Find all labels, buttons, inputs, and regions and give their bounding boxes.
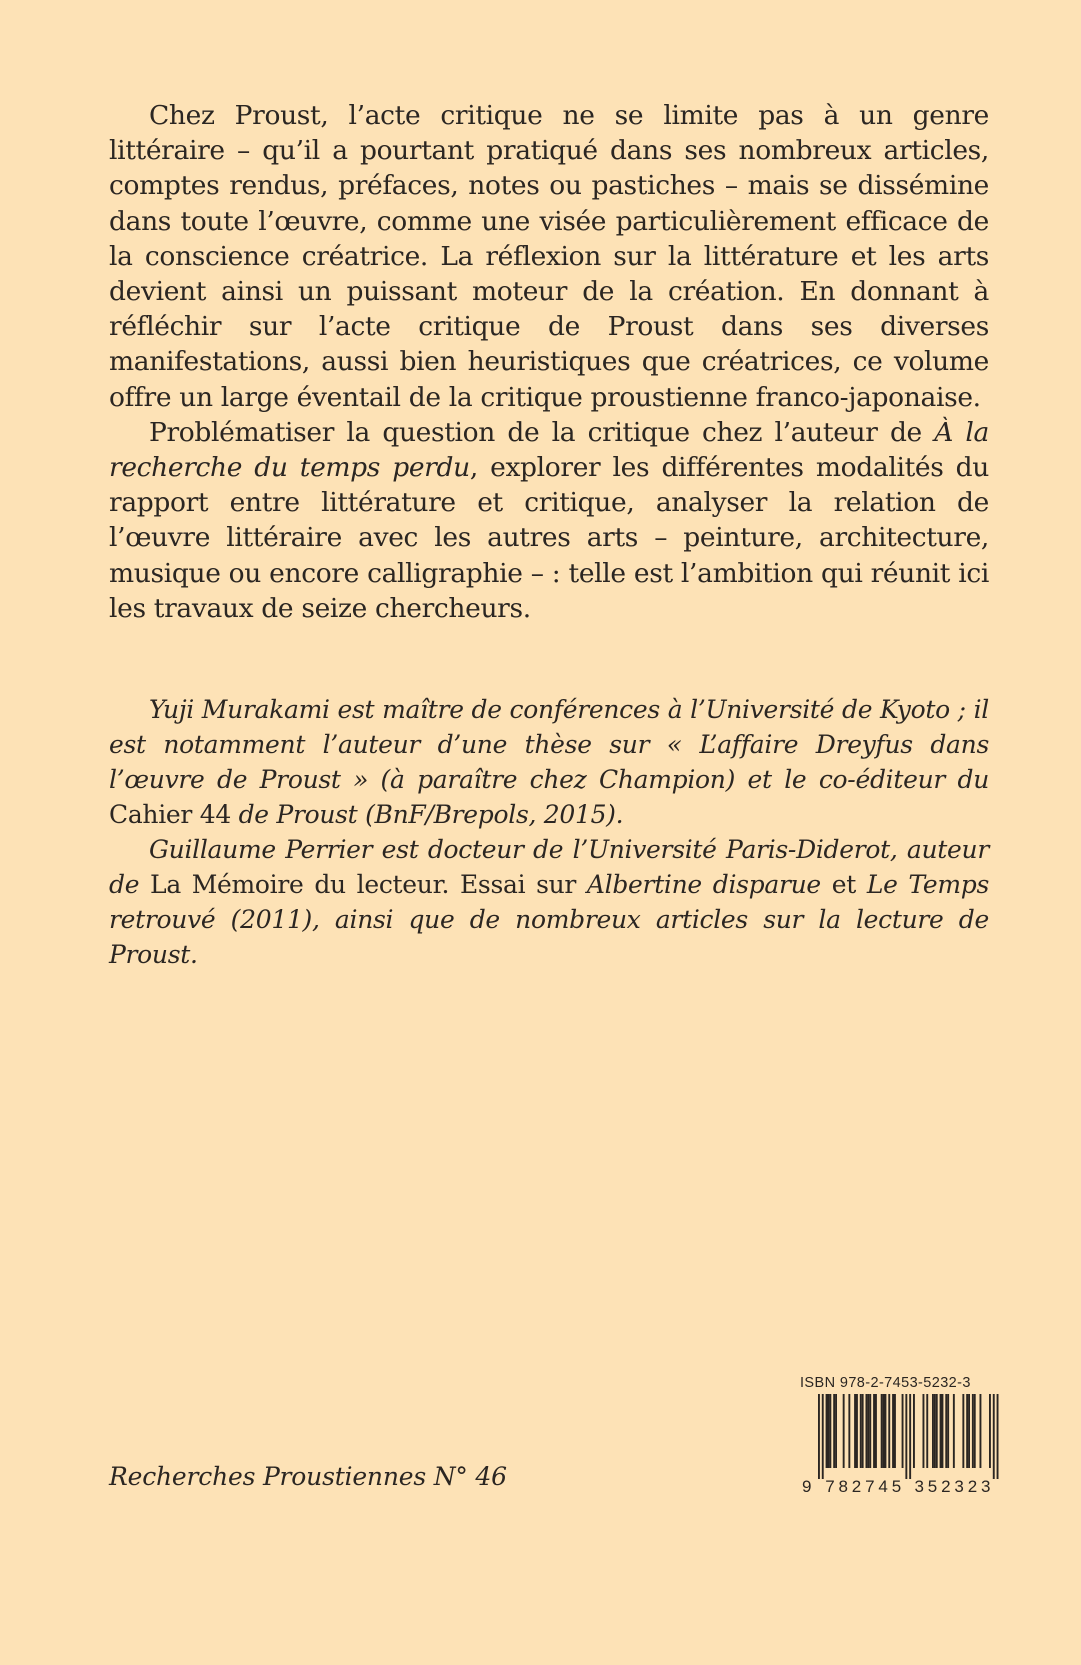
barcode-bar	[923, 1394, 925, 1468]
barcode-bar	[966, 1394, 968, 1468]
barcode-bar	[942, 1394, 944, 1468]
barcode-bar	[883, 1394, 885, 1468]
barcode-bar	[974, 1394, 976, 1468]
barcode-bar	[833, 1394, 835, 1468]
barcode-digit: 2	[941, 1477, 951, 1496]
barcode-bar	[875, 1394, 877, 1468]
barcode-bar	[934, 1394, 936, 1468]
barcode-bar	[940, 1394, 942, 1468]
barcode-digit: 8	[838, 1477, 848, 1496]
bio-murakami-end: de Proust (BnF/Brepols, 2015).	[230, 800, 624, 829]
book-title-recherche: À la recherche du temps perdu	[109, 416, 989, 484]
barcode-bar	[993, 1394, 995, 1479]
barcode-bar	[972, 1394, 974, 1468]
barcode-bar	[936, 1394, 938, 1468]
barcode-bar	[818, 1394, 820, 1479]
barcode-bar	[905, 1394, 907, 1479]
barcode-bar	[826, 1394, 828, 1468]
blurb-paragraph-2	[109, 415, 989, 626]
barcode-bar	[945, 1394, 947, 1468]
barcode-digit: 7	[825, 1477, 835, 1496]
barcode-bar	[953, 1394, 955, 1468]
barcode-bar	[913, 1394, 915, 1468]
barcode-digit: 5	[891, 1477, 902, 1496]
barcode-bar	[997, 1394, 999, 1479]
barcode-bar	[962, 1394, 964, 1468]
barcode-bar	[989, 1394, 991, 1468]
barcode-digit: 3	[954, 1477, 964, 1496]
bio-perrier-text: Guillaume Perrier est docteur de l’Université Paris-Diderot, auteur de	[109, 835, 989, 899]
barcode-digit: 3	[981, 1477, 991, 1496]
barcode-digit: 2	[967, 1477, 978, 1496]
barcode-digit: 2	[851, 1477, 862, 1496]
bio-murakami-text: Yuji Murakami est maître de conférences à l’Université de Kyoto ; il est notamment l’auteur d’une thèse sur « L’affaire Dreyfus dans l’œuvre de Proust » (à paraître chez Champion) et le co-éditeur du	[109, 695, 989, 794]
collection-name: Recherches Proustiennes N° 46	[109, 1462, 507, 1491]
barcode-bar	[862, 1394, 864, 1468]
barcode-bar	[873, 1394, 875, 1468]
barcode-bar	[822, 1394, 824, 1479]
barcode-bars	[800, 1394, 1008, 1479]
barcode-bar	[848, 1394, 850, 1468]
barcode-bar	[980, 1394, 982, 1468]
barcode-bar	[860, 1394, 862, 1468]
barcode-digit: 5	[927, 1477, 938, 1496]
barcode-digit: 4	[878, 1477, 888, 1496]
blurb-paragraph-1: Chez Proust, l’acte critique ne se limite pas à un genre littéraire – qu’il a pourtant pratiqué dans ses nombreux articles, comptes rendus, préfaces, notes ou pastiches – mais se dissémine dans toute l’œuvre, comme une visée particulièrement efficace de la conscience créatrice. La réflexion sur la littérature et les arts devient ainsi un puissant moteur de la création. En donnant à réfléchir sur l’acte critique de Proust dans ses diverses manifestations, aussi bien heuristiques que créatrices, ce volume offre un large éventail de la critique proustienne franco-japonaise.	[109, 100, 989, 413]
title-albertine: Albertine disparue	[586, 870, 821, 899]
barcode-bar	[843, 1394, 845, 1468]
title-temps-retrouve: Le Temps retrouvé	[109, 870, 989, 934]
barcode-bar	[947, 1394, 949, 1468]
barcode-digit: 3	[914, 1477, 924, 1496]
barcode-bar	[968, 1394, 970, 1468]
barcode-bar	[835, 1394, 837, 1468]
barcode-bar	[867, 1394, 869, 1468]
book-title-memoire: La Mémoire du lecteur. Essai sur	[150, 870, 587, 899]
barcode-bar	[828, 1394, 830, 1468]
bio-perrier-end: (2011), ainsi que de nombreux articles sur la lecture de Proust.	[109, 905, 989, 969]
barcode-bar	[892, 1394, 894, 1468]
barcode-bar	[869, 1394, 871, 1468]
barcode-bar	[888, 1394, 890, 1468]
bio-murakami	[109, 692, 989, 832]
barcode-digits	[800, 1477, 1008, 1499]
blurb-p2-start: Problématiser la question de la critique chez l’auteur de	[149, 416, 935, 448]
barcode-bar	[894, 1394, 896, 1468]
back-cover-blurb	[109, 98, 989, 626]
barcode-bar	[866, 1394, 868, 1468]
barcode-digit: 7	[865, 1477, 875, 1496]
barcode-bar	[926, 1394, 928, 1468]
barcode-bar	[829, 1394, 831, 1468]
barcode-bar	[856, 1394, 858, 1468]
editors-bios	[109, 692, 989, 972]
bio-perrier	[109, 832, 989, 972]
barcode-bar	[902, 1394, 904, 1468]
barcode-bar	[854, 1394, 856, 1468]
barcode-digit: 9	[802, 1477, 812, 1496]
blurb-p2-end: , explorer les différentes modalités du rapport entre littérature et critique, analyser la relation de l’œuvre littéraire avec les autres arts – peinture, architecture, musique ou encore calligraphie – : telle est l’ambition qui réunit ici les travaux de seize chercheurs.	[109, 452, 989, 624]
barcode-bar	[932, 1394, 934, 1468]
isbn-barcode	[800, 1374, 1008, 1500]
barcode-bar	[881, 1394, 883, 1468]
isbn-label: ISBN 978-2-7453-5232-3	[800, 1375, 971, 1391]
conjunction: et	[820, 870, 867, 899]
cahier-title: Cahier 44	[109, 800, 231, 829]
barcode-bar	[885, 1394, 887, 1468]
barcode-bar	[909, 1394, 911, 1479]
